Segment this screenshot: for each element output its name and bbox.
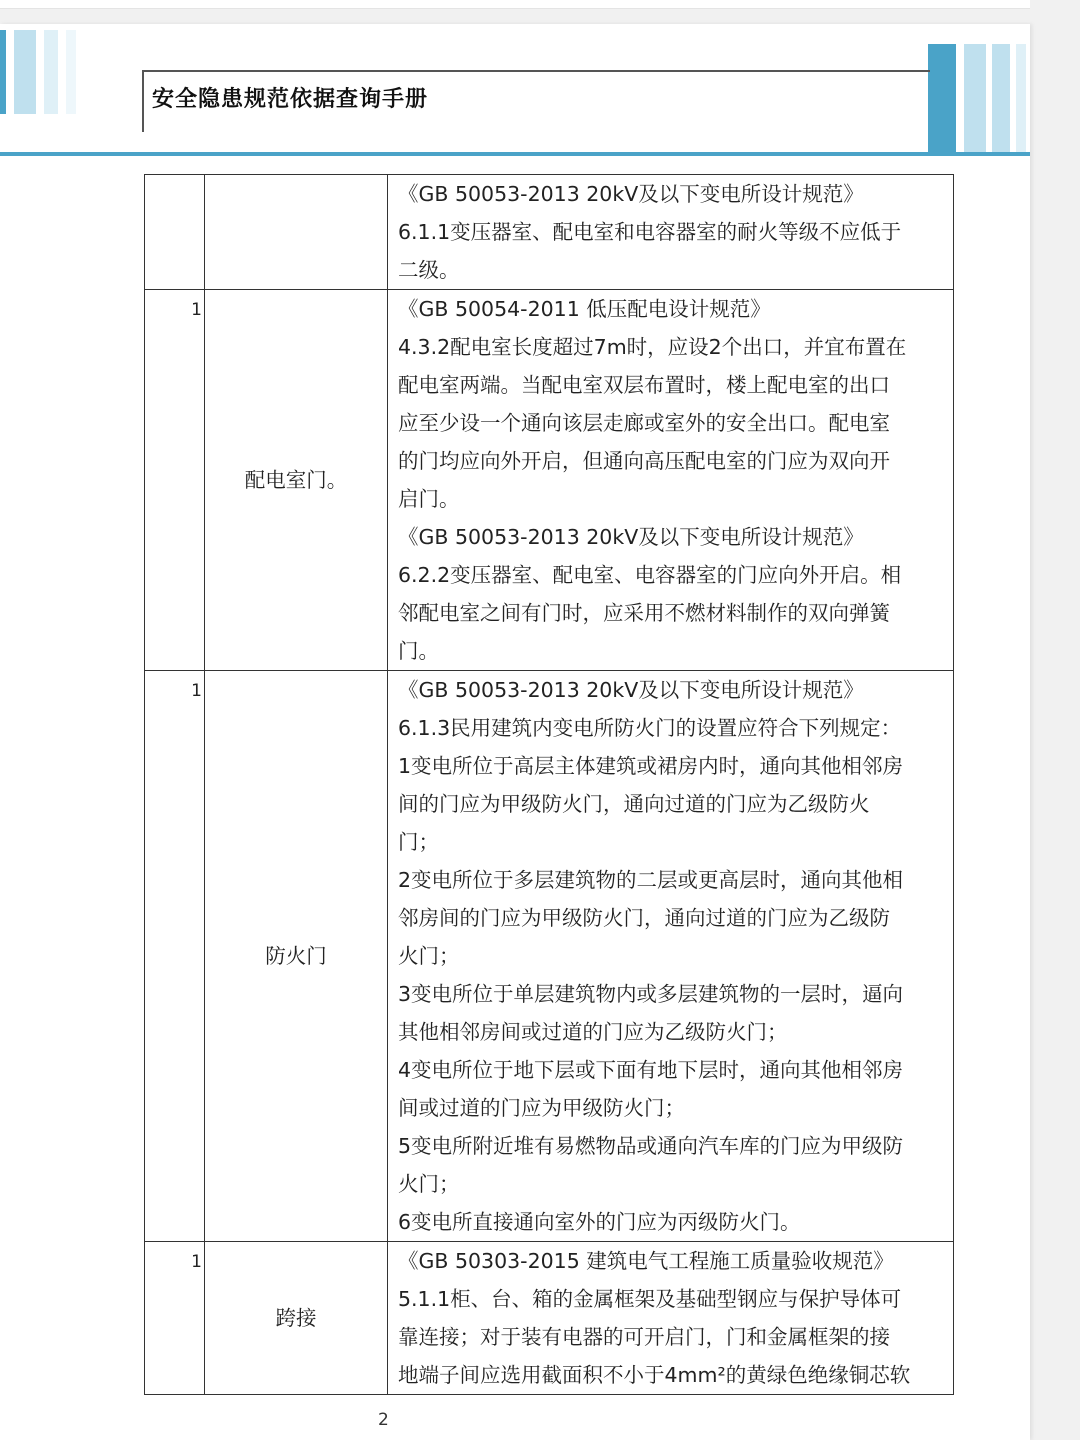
regulation-line: 靠连接；对于装有电器的可开启门，门和金属框架的接 [398, 1325, 890, 1349]
regulation-text [388, 671, 954, 1242]
regulation-line: 2变电所位于多层建筑物的二层或更高层时，通向其他相 [398, 868, 904, 892]
regulation-line: 火门； [398, 944, 460, 968]
regulation-line: 5.1.1柜、台、箱的金属框架及基础型钢应与保护导体可 [398, 1287, 902, 1311]
document-page [0, 24, 1030, 1440]
table-row [145, 290, 954, 671]
regulation-line: 《GB 50053-2013 20kV及以下变电所设计规范》 [398, 182, 864, 206]
regulation-line: 6.2.2变压器室、配电室、电容器室的门应向外开启。相 [398, 563, 902, 587]
regulation-line: 火门； [398, 1172, 460, 1196]
regulation-line: 应至少设一个通向该层走廊或室外的安全出口。配电室 [398, 411, 890, 435]
regulation-line: 6变电所直接通向室外的门应为丙级防火门。 [398, 1210, 801, 1234]
row-number [145, 175, 205, 290]
regulation-line: 配电室两端。当配电室双层布置时，楼上配电室的出口 [398, 373, 890, 397]
page-number: 2 [378, 1410, 389, 1430]
regulation-line: 门； [398, 830, 439, 854]
regulation-text [388, 290, 954, 671]
regulation-line: 间的门应为甲级防火门，通向过道的门应为乙级防火 [398, 792, 870, 816]
table-row [145, 1242, 954, 1395]
previous-page-edge [0, 0, 1030, 9]
regulation-line: 间或过道的门应为甲级防火门； [398, 1096, 685, 1120]
regulation-line: 《GB 50053-2013 20kV及以下变电所设计规范》 [398, 525, 864, 549]
right-header-decoration [928, 44, 1030, 152]
row-number: 1 [145, 671, 205, 1242]
hazard-item [205, 175, 388, 290]
table-row [145, 175, 954, 290]
row-number: 1 [145, 290, 205, 671]
regulation-line: 6.1.3民用建筑内变电所防火门的设置应符合下列规定： [398, 716, 902, 740]
header-rule [0, 152, 1030, 156]
regulation-line: 1变电所位于高层主体建筑或裙房内时，通向其他相邻房 [398, 754, 904, 778]
regulation-line: 其他相邻房间或过道的门应为乙级防火门； [398, 1020, 788, 1044]
hazard-item: 跨接 [205, 1242, 388, 1395]
regulation-text [388, 1242, 954, 1395]
regulation-line: 邻配电室之间有门时，应采用不燃材料制作的双向弹簧 [398, 601, 890, 625]
table-row [145, 671, 954, 1242]
regulation-line: 3变电所位于单层建筑物内或多层建筑物的一层时，逼向 [398, 982, 904, 1006]
regulation-line: 《GB 50303-2015 建筑电气工程施工质量验收规范》 [398, 1249, 894, 1273]
regulation-line: 5变电所附近堆有易燃物品或通向汽车库的门应为甲级防 [398, 1134, 904, 1158]
regulation-line: 《GB 50053-2013 20kV及以下变电所设计规范》 [398, 678, 864, 702]
regulation-line: 二级。 [398, 258, 460, 282]
document-title: 安全隐患规范依据查询手册 [152, 87, 429, 112]
row-number: 1 [145, 1242, 205, 1395]
regulation-line: 《GB 50054-2011 低压配电设计规范》 [398, 297, 771, 321]
regulation-text [388, 175, 954, 290]
regulation-line: 启门。 [398, 487, 460, 511]
regulation-line: 门。 [398, 639, 439, 663]
hazard-item: 配电室门。 [205, 290, 388, 671]
regulation-line: 地端子间应选用截面积不小于4mm²的黄绿色绝缘铜芯软 [398, 1363, 911, 1387]
regulation-line: 的门均应向外开启，但通向高压配电室的门应为双向开 [398, 449, 890, 473]
regulation-line: 4.3.2配电室长度超过7m时，应设2个出口，并宜布置在 [398, 335, 907, 359]
regulation-line: 邻房间的门应为甲级防火门，通向过道的门应为乙级防 [398, 906, 890, 930]
left-header-decoration [0, 30, 90, 114]
regulation-line: 4变电所位于地下层或下面有地下层时，通向其他相邻房 [398, 1058, 904, 1082]
regulation-table [144, 174, 954, 1395]
regulation-line: 6.1.1变压器室、配电室和电容器室的耐火等级不应低于 [398, 220, 902, 244]
hazard-item: 防火门 [205, 671, 388, 1242]
